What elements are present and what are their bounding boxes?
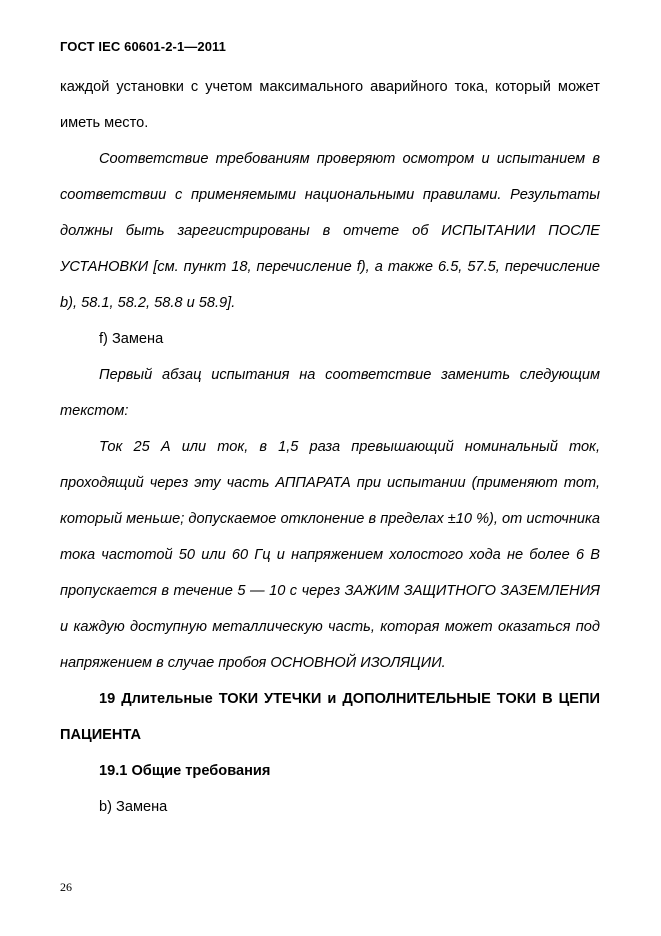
subsection-19-1-heading: 19.1 Общие требования bbox=[99, 763, 271, 779]
section-19-heading: 19 Длительные ТОКИ УТЕЧКИ и ДОПОЛНИТЕЛЬНЫЕ ТОКИ В ЦЕПИ ПАЦИЕНТА bbox=[60, 691, 600, 743]
page-body bbox=[60, 69, 600, 825]
item-b-replacement: b) Замена bbox=[99, 799, 168, 815]
paragraph-test-current: Ток 25 А или ток, в 1,5 раза превышающий номинальный ток, проходящий через эту часть АППАРАТА при испытании (применяют тот, который меньше; допускаемое отклонение в пределах ±10 %), от источника тока частотой 50 или 60 Гц и напряжением холостого хода не более 6 В пропускается в течение 5 — 10 с через ЗАЖИМ ЗАЩИТНОГО ЗАЗЕМЛЕНИЯ и каждую доступную металлическую часть, которая может оказаться под напряжением в случае пробоя ОСНОВНОЙ ИЗОЛЯЦИИ. bbox=[60, 439, 600, 671]
paragraph-first-test-instruction: Первый абзац испытания на соответствие заменить следующим текстом: bbox=[60, 367, 600, 419]
page-number: 26 bbox=[60, 880, 72, 894]
document-header: ГОСТ IEC 60601-2-1—2011 bbox=[60, 39, 226, 54]
paragraph-installation-current: каждой установки с учетом максимального аварийного тока, который может иметь место. bbox=[60, 79, 600, 131]
item-f-replacement: f) Замена bbox=[99, 331, 164, 347]
paragraph-compliance-check: Соответствие требованиям проверяют осмотром и испытанием в соответствии с применяемыми национальными правилами. Результаты должны быть зарегистрированы в отчете об ИСПЫТАНИИ ПОСЛЕ УСТАНОВКИ [см. пункт 18, перечисление f), а также 6.5, 57.5, перечисление b), 58.1, 58.2, 58.8 и 58.9]. bbox=[60, 151, 600, 311]
